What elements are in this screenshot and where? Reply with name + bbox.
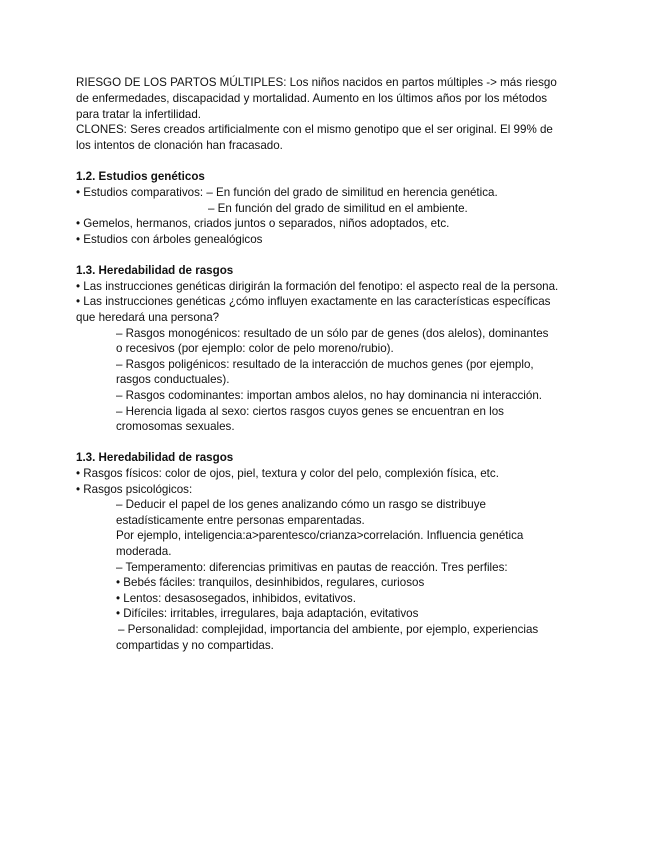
riesgo-line-1: RIESGO DE LOS PARTOS MÚLTIPLES: Los niños nacidos en partos múltiples -> más riesgo [76,76,557,89]
heredabilidad1-line-10: cromosomas sexuales. [116,420,235,433]
heredabilidad2-line-3: – Deducir el papel de los genes analizando cómo un rasgo se distribuye [116,498,486,511]
heredabilidad1-line-9: – Herencia ligada al sexo: ciertos rasgos cuyos genes se encuentran en los [116,405,504,418]
heredabilidad1-line-5: o recesivos (por ejemplo: color de pelo moreno/rubio). [116,342,394,355]
section-heading-estudios: 1.2. Estudios genéticos [76,170,205,183]
clones-line-1: CLONES: Seres creados artificialmente con el mismo genotipo que el ser original. El 99% de [76,123,553,136]
estudios-line-2: – En función del grado de similitud en el ambiente. [208,202,468,215]
heredabilidad2-line-5: Por ejemplo, inteligencia:a>parentesco/crianza>correlación. Influencia genética [116,529,524,542]
clones-line-2: los intentos de clonación han fracasado. [76,139,283,152]
heredabilidad2-line-1: • Rasgos físicos: color de ojos, piel, textura y color del pelo, complexión física, etc. [76,467,499,480]
riesgo-line-3: para tratar la infertilidad. [76,108,202,121]
heredabilidad2-line-2: • Rasgos psicológicos: [76,483,193,496]
heredabilidad2-line-6: moderada. [116,545,172,558]
heredabilidad1-line-1: • Las instrucciones genéticas dirigirán la formación del fenotipo: el aspecto real de la persona. [76,280,559,293]
heredabilidad2-line-10: • Difíciles: irritables, irregulares, baja adaptación, evitativos [116,607,419,620]
estudios-line-3: • Gemelos, hermanos, criados juntos o separados, niños adoptados, etc. [76,217,450,230]
heredabilidad2-line-7: – Temperamento: diferencias primitivas en pautas de reacción. Tres perfiles: [116,561,508,574]
heredabilidad2-line-4: estadísticamente entre personas emparentadas. [116,514,365,527]
heredabilidad2-line-8: • Bebés fáciles: tranquilos, desinhibidos, regulares, curiosos [116,576,425,589]
heredabilidad1-line-4: – Rasgos monogénicos: resultado de un sólo par de genes (dos alelos), dominantes [116,327,549,340]
heredabilidad2-line-9: • Lentos: desasosegados, inhibidos, evitativos. [116,592,356,605]
heredabilidad1-line-7: rasgos conductuales). [116,373,230,386]
heredabilidad1-line-6: – Rasgos poligénicos: resultado de la interacción de muchos genes (por ejemplo, [116,358,534,371]
estudios-line-1: • Estudios comparativos: – En función del grado de similitud en herencia genética. [76,186,498,199]
riesgo-line-2: de enfermedades, discapacidad y mortalidad. Aumento en los últimos años por los métodos [76,92,548,105]
heredabilidad1-line-3: que heredará una persona? [76,311,220,324]
section-heading-heredabilidad-2: 1.3. Heredabilidad de rasgos [76,451,234,464]
heredabilidad2-line-12: compartidas y no compartidas. [116,639,274,652]
heredabilidad2-line-11: – Personalidad: complejidad, importancia del ambiente, por ejemplo, experiencias [118,623,539,636]
heredabilidad1-line-2: • Las instrucciones genéticas ¿cómo influyen exactamente en las características específicas [76,295,551,308]
estudios-line-4: • Estudios con árboles genealógicos [76,233,263,246]
heredabilidad1-line-8: – Rasgos codominantes: importan ambos alelos, no hay dominancia ni interacción. [116,389,542,402]
section-heading-heredabilidad-1: 1.3. Heredabilidad de rasgos [76,264,234,277]
